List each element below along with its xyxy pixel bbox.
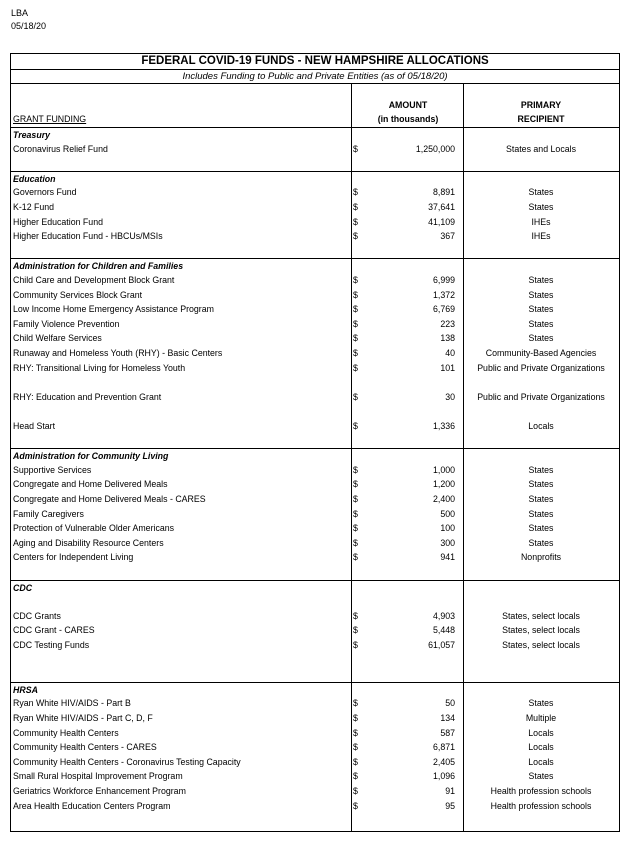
grant-name: Supportive Services <box>13 464 92 475</box>
grant-name: Head Start <box>13 421 56 431</box>
grant-name: Low Income Home Emergency Assistance Program <box>13 304 214 315</box>
table-row <box>11 273 619 288</box>
currency-symbol: $ <box>353 362 358 373</box>
table-row <box>11 317 619 332</box>
currency-symbol: $ <box>353 333 358 344</box>
table-title: FEDERAL COVID-19 FUNDS - NEW HAMPSHIRE ALLOCATIONS <box>141 55 489 67</box>
grant-amount: 61,057 <box>428 640 455 650</box>
section-title: CDC <box>13 582 33 593</box>
grant-amount: 134 <box>440 713 455 723</box>
table-row <box>11 609 619 624</box>
grant-recipient: IHEs <box>531 231 551 242</box>
currency-symbol: $ <box>353 771 358 782</box>
currency-symbol: $ <box>353 625 358 636</box>
grant-amount: 41,109 <box>428 216 455 227</box>
table-row <box>11 142 619 157</box>
grant-amount: 223 <box>440 318 455 329</box>
currency-symbol: $ <box>353 727 358 738</box>
table-row <box>11 288 619 303</box>
blank-row <box>11 653 619 668</box>
grant-amount: 1,200 <box>432 479 455 490</box>
grant-recipient: Community-Based Agencies <box>485 348 597 358</box>
grant-name: RHY: Education and Prevention Grant <box>13 391 162 402</box>
grant-name: Community Services Block Grant <box>13 289 143 300</box>
currency-symbol: $ <box>353 391 358 402</box>
table-row <box>11 784 619 799</box>
grant-recipient: States, select locals <box>502 640 580 650</box>
table-row <box>11 507 619 522</box>
blank-row <box>11 594 619 609</box>
grant-name: Child Welfare Services <box>13 333 102 344</box>
grant-recipient: States <box>528 289 554 300</box>
grant-recipient: States <box>528 698 554 709</box>
grant-recipient: States <box>528 523 554 534</box>
grant-name: Community Health Centers - CARES <box>13 742 157 753</box>
grant-recipient: Multiple <box>525 713 557 723</box>
table-row <box>11 711 619 726</box>
table-row <box>11 726 619 741</box>
currency-symbol: $ <box>353 421 358 431</box>
grant-amount: 5,448 <box>432 625 455 636</box>
grant-recipient: States and Locals <box>506 143 576 154</box>
grant-amount: 6,871 <box>432 742 455 753</box>
grant-recipient: States <box>528 464 554 475</box>
grant-amount: 367 <box>440 231 455 242</box>
section-row <box>11 682 619 698</box>
grant-amount: 100 <box>440 523 455 534</box>
table-row <box>11 331 619 346</box>
currency-symbol: $ <box>353 231 358 242</box>
table-row <box>11 229 619 244</box>
blank-row <box>11 375 619 390</box>
section-title: Administration for Children and Families <box>13 261 184 272</box>
grant-amount: 941 <box>440 552 455 563</box>
grant-amount: 500 <box>440 508 455 519</box>
table-row <box>11 492 619 507</box>
table-row <box>11 185 619 200</box>
grant-amount: 6,999 <box>432 275 455 285</box>
grant-amount: 2,405 <box>432 756 455 767</box>
grant-amount: 8,891 <box>432 187 455 198</box>
grant-name: CDC Grants <box>13 610 61 621</box>
table-row <box>11 390 619 405</box>
grant-name: Area Health Education Centers Program <box>13 800 171 811</box>
grant-amount: 300 <box>440 537 455 548</box>
blank-row <box>11 667 619 682</box>
currency-symbol: $ <box>353 216 358 227</box>
grant-amount: 1,000 <box>432 464 455 475</box>
column-header-row <box>11 98 619 113</box>
grant-recipient: States, select locals <box>502 610 580 621</box>
grant-amount: 1,250,000 <box>415 143 455 154</box>
table-row <box>11 696 619 711</box>
table-row <box>11 346 619 361</box>
grant-name: Coronavirus Relief Fund <box>13 143 108 154</box>
section-row <box>11 258 619 274</box>
grant-name: Child Care and Development Block Grant <box>13 275 175 285</box>
column-header-row <box>11 112 619 127</box>
grant-amount: 4,903 <box>432 610 455 621</box>
title-row <box>11 54 619 69</box>
amount-header: AMOUNT <box>388 99 428 110</box>
grant-name: Ryan White HIV/AIDS - Part C, D, F <box>13 713 153 723</box>
currency-symbol: $ <box>353 275 358 285</box>
author-label: LBA <box>11 8 29 18</box>
grant-recipient: Locals <box>528 756 554 767</box>
currency-symbol: $ <box>353 523 358 534</box>
grant-name: Small Rural Hospital Improvement Program <box>13 771 183 782</box>
grant-recipient: States <box>528 187 554 198</box>
grant-name: Higher Education Fund <box>13 216 103 227</box>
date-label: 05/18/20 <box>11 21 47 31</box>
grant-recipient: States <box>528 304 554 315</box>
currency-symbol: $ <box>353 610 358 621</box>
grant-name: Runaway and Homeless Youth (RHY) - Basic Centers <box>13 348 223 358</box>
grant-recipient: IHEs <box>531 216 551 227</box>
grant-recipient: States <box>528 494 554 504</box>
amount-units-header: (in thousands) <box>377 114 439 125</box>
grant-amount: 587 <box>440 727 455 738</box>
table-row <box>11 215 619 230</box>
recipient-header: PRIMARY <box>520 99 562 110</box>
table-row <box>11 361 619 376</box>
currency-symbol: $ <box>353 318 358 329</box>
grant-recipient: States <box>528 275 554 285</box>
grant-amount: 138 <box>440 333 455 344</box>
grant-name: Protection of Vulnerable Older Americans <box>13 523 175 534</box>
table-row <box>11 550 619 565</box>
table-subtitle: Includes Funding to Public and Private Entities (as of 05/18/20) <box>182 70 448 82</box>
grant-amount: 40 <box>445 348 455 358</box>
blank-row <box>11 156 619 171</box>
table-row <box>11 200 619 215</box>
grant-amount: 6,769 <box>432 304 455 315</box>
column-divider <box>463 83 464 831</box>
grant-recipient: States <box>528 479 554 490</box>
grant-recipient: Health profession schools <box>490 800 592 811</box>
grant-amount: 37,641 <box>428 202 455 212</box>
currency-symbol: $ <box>353 464 358 475</box>
section-row <box>11 580 619 596</box>
currency-symbol: $ <box>353 756 358 767</box>
table-row <box>11 769 619 784</box>
grant-amount: 1,372 <box>432 289 455 300</box>
grant-recipient: Public and Private Organizations <box>477 391 605 402</box>
table-row <box>11 463 619 478</box>
grant-name: Family Caregivers <box>13 508 84 519</box>
table-row <box>11 638 619 653</box>
grant-name: RHY: Transitional Living for Homeless Youth <box>13 362 186 373</box>
grant-name: Community Health Centers - Coronavirus Testing Capacity <box>13 756 241 767</box>
grant-recipient: States <box>528 508 554 519</box>
grant-amount: 2,400 <box>432 494 455 504</box>
currency-symbol: $ <box>353 640 358 650</box>
currency-symbol: $ <box>353 508 358 519</box>
grant-recipient: States <box>528 318 554 329</box>
grant-name: Community Health Centers <box>13 727 119 738</box>
grant-recipient: States <box>528 537 554 548</box>
grant-recipient: Locals <box>528 421 554 431</box>
currency-symbol: $ <box>353 800 358 811</box>
section-title: Administration for Community Living <box>13 451 169 462</box>
grant-name: Family Violence Prevention <box>13 318 120 329</box>
grant-recipient: States, select locals <box>502 625 580 636</box>
grant-recipient: States <box>528 202 554 212</box>
currency-symbol: $ <box>353 552 358 563</box>
grant-name: Geriatrics Workforce Enhancement Program <box>13 786 186 796</box>
table-grid <box>11 54 619 831</box>
grant-name: Centers for Independent Living <box>13 552 134 563</box>
currency-symbol: $ <box>353 202 358 212</box>
table-row <box>11 799 619 814</box>
grant-recipient: Public and Private Organizations <box>477 362 605 373</box>
currency-symbol: $ <box>353 713 358 723</box>
currency-symbol: $ <box>353 479 358 490</box>
grant-amount: 50 <box>445 698 455 709</box>
table-row <box>11 740 619 755</box>
section-title: Education <box>13 173 56 184</box>
currency-symbol: $ <box>353 187 358 198</box>
table-row <box>11 623 619 638</box>
document-header <box>11 7 46 33</box>
grant-name: CDC Testing Funds <box>13 640 90 650</box>
grant-amount: 30 <box>445 391 455 402</box>
grant-recipient: States <box>528 333 554 344</box>
grant-recipient: Nonprofits <box>520 552 562 563</box>
currency-symbol: $ <box>353 494 358 504</box>
currency-symbol: $ <box>353 348 358 358</box>
table-row <box>11 521 619 536</box>
blank-row <box>11 434 619 449</box>
grant-amount: 101 <box>440 362 455 373</box>
table-row <box>11 477 619 492</box>
grant-name: Ryan White HIV/AIDS - Part B <box>13 698 131 709</box>
table-row <box>11 755 619 770</box>
currency-symbol: $ <box>353 742 358 753</box>
blank-row <box>11 404 619 419</box>
currency-symbol: $ <box>353 289 358 300</box>
subtitle-row <box>11 69 619 85</box>
section-row <box>11 127 619 143</box>
currency-symbol: $ <box>353 537 358 548</box>
currency-symbol: $ <box>353 698 358 709</box>
table-row <box>11 536 619 551</box>
grant-recipient: Health profession schools <box>490 786 592 796</box>
table-row <box>11 419 619 434</box>
currency-symbol: $ <box>353 786 358 796</box>
grant-recipient: Locals <box>528 727 554 738</box>
blank-row <box>11 244 619 259</box>
blank-row <box>11 83 619 99</box>
section-row <box>11 448 619 464</box>
grant-name: Higher Education Fund - HBCUs/MSIs <box>13 231 163 242</box>
table-row <box>11 302 619 317</box>
section-title: HRSA <box>13 684 38 695</box>
grant-name: K-12 Fund <box>13 202 55 212</box>
column-divider <box>351 83 352 831</box>
grant-amount: 1,336 <box>432 421 455 431</box>
section-title: Treasury <box>13 130 51 140</box>
section-row <box>11 171 619 187</box>
grant-amount: 95 <box>445 800 455 811</box>
grant-recipient: Locals <box>528 742 554 753</box>
currency-symbol: $ <box>353 304 358 315</box>
grant-name: Aging and Disability Resource Centers <box>13 537 164 548</box>
grant-name: CDC Grant - CARES <box>13 625 95 636</box>
grant-name: Governors Fund <box>13 187 77 198</box>
grant-amount: 91 <box>445 786 455 796</box>
allocation-table <box>10 53 620 832</box>
grant-funding-header: GRANT FUNDING <box>13 114 87 125</box>
currency-symbol: $ <box>353 143 358 154</box>
grant-amount: 1,096 <box>432 771 455 782</box>
recipient-header-line2: RECIPIENT <box>517 114 565 125</box>
grant-name: Congregate and Home Delivered Meals <box>13 479 168 490</box>
grant-recipient: States <box>528 771 554 782</box>
grant-name: Congregate and Home Delivered Meals - CARES <box>13 494 206 504</box>
blank-row <box>11 565 619 580</box>
